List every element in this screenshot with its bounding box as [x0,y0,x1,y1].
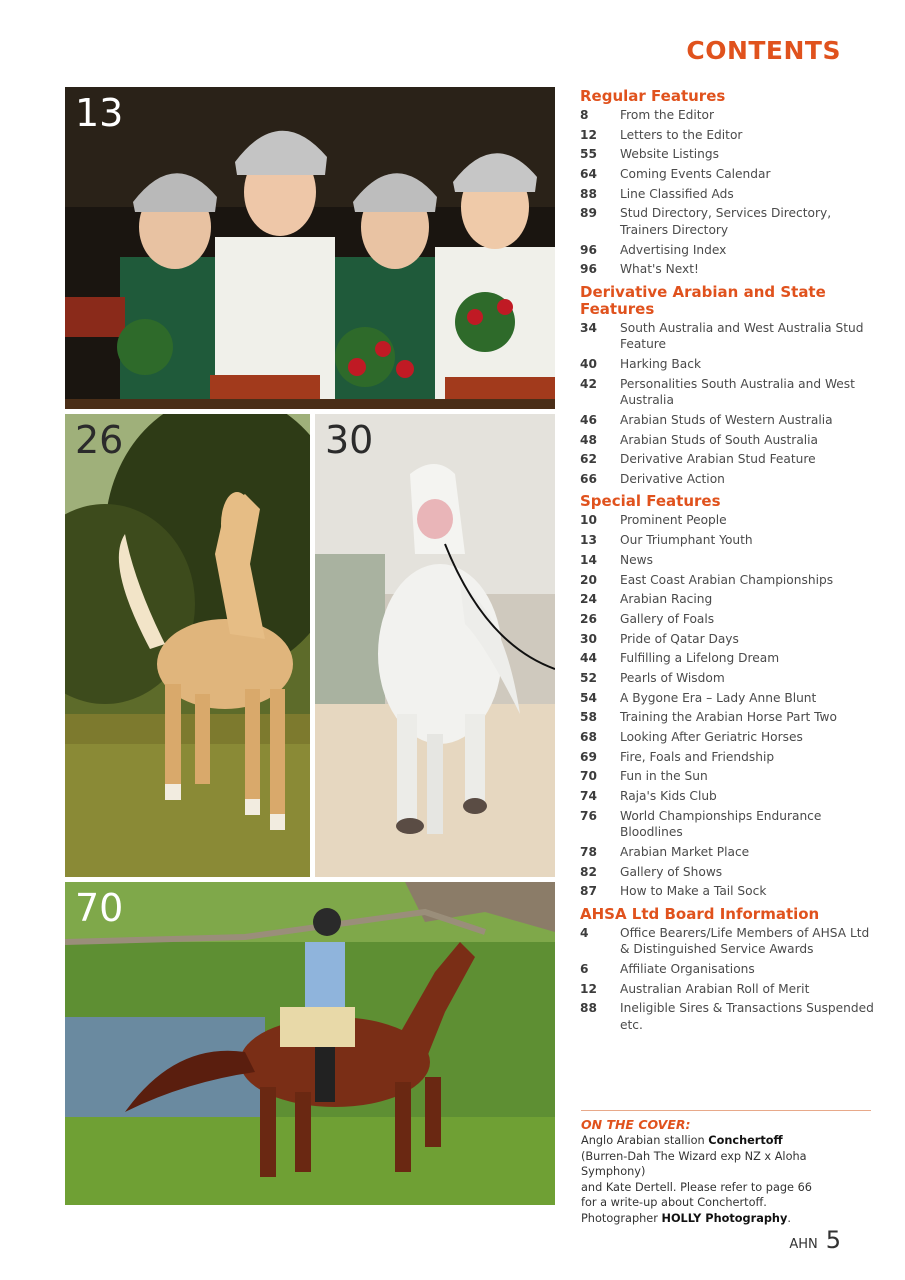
toc-item[interactable] [580,611,880,628]
section-derivative-features [580,284,880,488]
cover-line: and Kate Dertell. Please refer to page 66 [581,1180,812,1194]
toc-title: Arabian Market Place [620,844,750,859]
toc-title: Raja's Kids Club [620,789,717,804]
toc-item[interactable] [580,186,880,203]
toc-page: 58 [580,710,597,725]
toc-item[interactable] [580,1000,880,1033]
toc-item[interactable] [580,432,880,449]
toc-item[interactable] [580,844,880,861]
toc-item[interactable] [580,320,880,353]
toc-title: Arabian Studs of South Australia [620,432,819,447]
toc-item[interactable] [580,471,880,488]
photo-rider-chestnut [65,882,555,1205]
toc-title: Coming Events Calendar [620,167,771,182]
photo-page-number: 30 [325,418,374,462]
toc-page: 12 [580,127,597,142]
toc-page: 88 [580,1001,597,1016]
toc-page: 6 [580,962,589,976]
toc-item[interactable] [580,864,880,881]
toc-item[interactable] [580,670,880,687]
toc-title: Derivative Action [620,471,725,486]
section-heading: Derivative Arabian and State Features [580,282,826,318]
toc-title: From the Editor [620,108,715,122]
toc-item[interactable] [580,512,880,529]
toc-title: Fulfilling a Lifelong Dream [620,651,780,666]
toc-title: Line Classified Ads [620,186,734,201]
toc-title: Office Bearers/Life Members of AHSA Ltd & Distinguished Service Awards [620,925,870,957]
toc-item[interactable] [580,981,880,998]
toc-item[interactable] [580,242,880,259]
toc-page: 34 [580,320,597,335]
toc-title: Affiliate Organisations [620,962,755,976]
toc-page: 20 [580,572,597,587]
toc-title: Ineligible Sires & Transactions Suspended etc. [620,1001,874,1032]
toc-title: Advertising Index [620,242,727,257]
toc-title: Personalities South Australia and West Australia [620,376,855,408]
toc-page: 40 [580,357,597,371]
toc-title: Website Listings [620,147,719,162]
toc-title: A Bygone Era – Lady Anne Blunt [620,690,817,705]
section-special-features [580,493,880,899]
magazine-name: AHN [789,1237,818,1252]
toc-page: 66 [580,471,597,486]
toc-title: Australian Arabian Roll of Merit [620,981,810,996]
cover-text: Anglo Arabian stallion [581,1134,709,1147]
toc-item[interactable] [580,808,880,841]
toc-item[interactable] [580,690,880,707]
toc-title: Gallery of Foals [620,611,715,626]
toc-item[interactable] [580,768,880,785]
toc-page: 55 [580,147,597,162]
toc-page: 70 [580,769,597,784]
toc-item[interactable] [580,650,880,667]
toc-page: 44 [580,651,597,666]
toc-page: 26 [580,611,597,626]
toc-page: 30 [580,631,597,646]
toc-title: Fun in the Sun [620,769,708,784]
cover-line: (Burren-Dah The Wizard exp NZ x Aloha Symphony) [581,1149,807,1178]
toc-title: What's Next! [620,262,699,277]
grey-arabian-image [315,414,555,877]
toc-title: Pearls of Wisdom [620,670,725,685]
cover-horse-name: Conchertoff [708,1134,783,1147]
toc-page: 89 [580,206,597,221]
toc-title: Prominent People [620,513,727,528]
toc-item[interactable] [580,552,880,569]
section-regular-features [580,88,880,278]
toc-page: 88 [580,186,597,201]
toc-item[interactable] [580,532,880,549]
on-the-cover-caption [581,1110,871,1226]
toc-item[interactable] [580,107,880,124]
toc-title: World Championships Endurance Bloodlines [620,808,822,840]
toc-title: Arabian Racing [620,592,713,607]
cover-text: Photographer [581,1211,662,1225]
section-ahsa-board [580,906,880,1034]
toc-page: 96 [580,242,597,257]
cover-text: . [787,1211,791,1225]
toc-item[interactable] [580,925,880,958]
toc-item[interactable] [580,729,880,746]
cover-heading: ON THE COVER: [581,1117,691,1132]
toc-title: Looking After Geriatric Horses [620,730,803,744]
toc-page: 64 [580,167,597,182]
toc-page: 24 [580,592,597,607]
section-heading: Regular Features [580,87,726,105]
toc-title: Pride of Qatar Days [620,631,739,646]
page-number: 5 [825,1226,841,1254]
palomino-foal-image [65,414,310,877]
toc-page: 4 [580,925,589,940]
toc-title: Stud Directory, Services Directory, Trainers Directory [620,206,832,237]
toc-title: Fire, Foals and Friendship [620,749,775,764]
toc-title: Our Triumphant Youth [620,533,753,548]
toc-title: How to Make a Tail Sock [620,884,767,899]
toc-item[interactable] [580,412,880,429]
section-heading: Special Features [580,492,721,511]
photo-page-number: 26 [75,418,124,462]
toc-page: 10 [580,513,597,528]
toc-title: Letters to the Editor [620,127,743,142]
toc-item[interactable] [580,451,880,468]
toc-item[interactable] [580,166,880,183]
section-heading: AHSA Ltd Board Information [580,904,820,923]
toc-page: 12 [580,981,597,996]
youth-riders-image [65,87,555,409]
toc-item[interactable] [580,146,880,163]
toc-title: South Australia and West Australia Stud Feature [620,320,864,352]
toc-title: Arabian Studs of Western Australia [620,412,833,427]
photo-page-number: 13 [75,91,124,135]
toc-item[interactable] [580,356,880,373]
toc-page: 96 [580,262,597,277]
toc-item[interactable] [580,572,880,589]
toc-page: 74 [580,789,597,804]
toc-item[interactable] [580,127,880,144]
toc-page: 87 [580,884,597,899]
toc-title: Gallery of Shows [620,864,723,879]
toc-page: 46 [580,412,597,427]
toc-item[interactable] [580,788,880,805]
cover-line [581,1211,871,1227]
toc-page: 42 [580,376,597,391]
toc-page: 78 [580,844,597,859]
toc-item[interactable] [580,631,880,648]
toc-page: 69 [580,749,597,764]
toc-page: 54 [580,690,597,705]
toc-title: Derivative Arabian Stud Feature [620,452,816,467]
toc-item[interactable] [580,961,880,978]
toc-page: 52 [580,670,597,685]
photo-palomino-foal [65,414,310,877]
photo-page-number: 70 [75,886,124,930]
toc-page: 62 [580,452,597,467]
toc-item[interactable] [580,883,880,900]
toc-item[interactable] [580,376,880,409]
toc-item[interactable] [580,749,880,766]
cover-line: for a write-up about Conchertoff. [581,1196,767,1209]
table-of-contents [580,88,880,1039]
cover-photographer: HOLLY Photography [661,1211,788,1225]
cover-line [581,1133,871,1149]
toc-page: 8 [580,108,589,122]
toc-title: News [620,552,653,567]
toc-item[interactable] [580,591,880,608]
page-title: CONTENTS [686,36,841,65]
toc-page: 82 [580,864,597,879]
toc-item[interactable] [580,205,880,238]
toc-page: 13 [580,533,597,548]
toc-title: Harking Back [620,357,702,371]
toc-page: 76 [580,808,597,823]
toc-page: 14 [580,552,597,567]
photo-grey-arabian [315,414,555,877]
toc-title: Training the Arabian Horse Part Two [620,710,837,725]
toc-page: 68 [580,730,597,744]
toc-page: 48 [580,432,597,447]
rider-chestnut-image [65,882,555,1205]
toc-item[interactable] [580,261,880,278]
toc-item[interactable] [580,709,880,726]
photo-youth-riders [65,87,555,409]
toc-title: East Coast Arabian Championships [620,572,834,587]
page-footer [789,1226,841,1254]
